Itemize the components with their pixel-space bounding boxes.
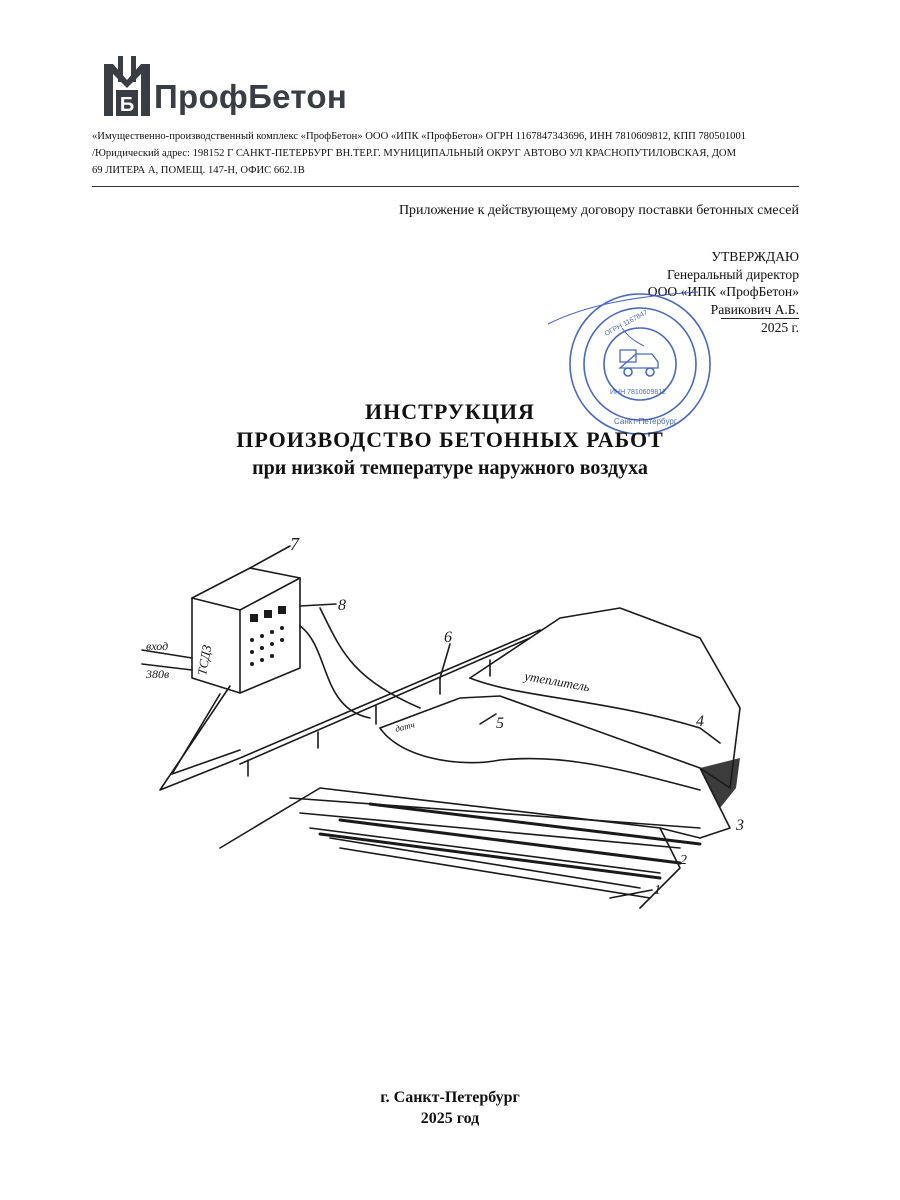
title-line-3: при низкой температуре наружного воздуха <box>252 457 648 479</box>
company-logo <box>104 56 347 116</box>
label-2: 2 <box>680 853 687 868</box>
approval-line-1: УТВЕРЖДАЮ <box>711 249 799 264</box>
label-sensor: датч <box>394 719 416 734</box>
label-box: ТСДЗ <box>194 643 215 677</box>
approval-line-5: 2025 г. <box>721 318 799 337</box>
label-voltage: 380в <box>146 667 170 681</box>
label-5: 5 <box>496 715 504 732</box>
document-title <box>0 398 900 482</box>
label-3: 3 <box>736 817 744 834</box>
label-insulation: утеплитель <box>523 668 592 695</box>
title-line-1: ИНСТРУКЦИЯ <box>365 399 535 424</box>
heating-diagram-illustration <box>140 528 744 908</box>
approval-line-2: Генеральный директор <box>667 266 799 282</box>
header-divider <box>92 186 799 187</box>
svg-text:ИНН 7810609812: ИНН 7810609812 <box>610 389 667 396</box>
company-details <box>92 128 804 179</box>
label-8: 8 <box>338 597 346 614</box>
footer-city: г. Санкт-Петербург <box>380 1089 520 1106</box>
label-1: 1 <box>654 883 661 898</box>
profbeton-logo-icon <box>104 56 150 116</box>
label-7: 7 <box>290 534 299 554</box>
title-line-2: ПРОИЗВОДСТВО БЕТОННЫХ РАБОТ <box>236 427 664 452</box>
footer-year: 2025 год <box>420 1110 480 1127</box>
label-4: 4 <box>696 713 704 730</box>
logo-wordmark: ПрофБетон <box>154 78 348 115</box>
logo-mark-letter: Б <box>119 94 135 116</box>
company-line-1: «Имущественно-производственный комплекс «ПрофБетон» ООО «ИПК «ПрофБетон» ОГРН 1167847343696, ИНН 7810609812, КПП 780501001 <box>92 131 747 142</box>
company-line-2: /Юридический адрес: 198152 Г САНКТ-ПЕТЕРБУРГ ВН.ТЕР.Г. МУНИЦИПАЛЬНЫЙ ОКРУГ АВТОВО УЛ КРАСНОПУТИЛОВСКАЯ, ДОМ <box>92 148 736 159</box>
annex-note: Приложение к действующему договору поставки бетонных смесей <box>398 203 799 218</box>
label-6: 6 <box>444 629 452 646</box>
approval-line-4: Равикович А.Б. <box>710 301 799 317</box>
company-line-3: 69 ЛИТЕРА А, ПОМЕЩ. 147-Н, ОФИС 662.1В <box>92 165 305 176</box>
document-footer <box>0 1087 900 1129</box>
svg-text:ОГРН 1167847: ОГРН 1167847 <box>603 309 650 338</box>
approval-line-3: ООО «ИПК «ПрофБетон» <box>647 284 799 299</box>
svg-text:Санкт-Петербург: Санкт-Петербург <box>614 417 677 426</box>
label-from: вход <box>146 639 169 653</box>
